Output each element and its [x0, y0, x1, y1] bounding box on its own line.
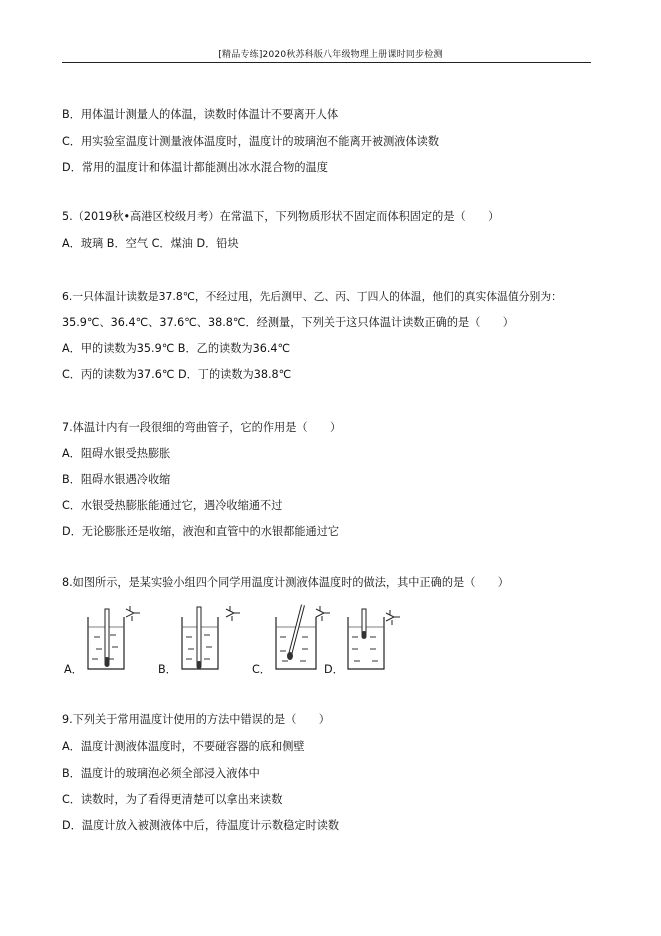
q7-stem: 7.体温计内有一段很细的弯曲管子，它的作用是（ ） — [62, 421, 342, 434]
fig-d-beaker — [342, 603, 412, 673]
fig-b-beaker — [176, 603, 246, 673]
q6-options-cd: C．丙的读数为37.6℃ D．丁的读数为38.8℃ — [62, 368, 292, 381]
q9-option-c: C．读数时，为了看得更清楚可以拿出来读数 — [62, 793, 283, 806]
fig-b-label: B． — [158, 663, 177, 676]
q4-option-d: D．常用的温度计和体温计都能测出冰水混合物的温度 — [62, 161, 328, 174]
page-header: [精品专练]2020秋苏科版八年级物理上册课时同步检测 — [218, 50, 443, 60]
q4-option-c: C．用实验室温度计测量液体温度时，温度计的玻璃泡不能离开被测液体读数 — [62, 135, 440, 148]
q7-option-c: C．水银受热膨胀能通过它，遇冷收缩通不过 — [62, 499, 283, 512]
q9-option-a: A．温度计测液体温度时，不要碰容器的底和侧壁 — [62, 740, 305, 753]
fig-a-label: A． — [64, 663, 83, 676]
q9-stem: 9.下列关于常用温度计使用的方法中错误的是（ ） — [62, 713, 330, 726]
q8-stem: 8.如图所示，是某实验小组四个同学用温度计测液体温度时的做法，其中正确的是（ ） — [62, 576, 509, 589]
q6-stem-line1: 6.一只体温计读数是37.8℃，不经过甩，先后测甲、乙、丙、丁四人的体温，他们的真实体温值分别为： — [62, 290, 562, 303]
q6-stem-line2: 35.9℃、36.4℃、37.6℃、38.8℃．经测量，下列关于这只体温计读数正确的是（ ） — [62, 316, 514, 329]
q6-options-ab: A．甲的读数为35.9℃ B．乙的读数为36.4℃ — [62, 342, 291, 355]
q9-option-d: D．温度计放入被测液体中后，待温度计示数稳定时读数 — [62, 819, 340, 832]
q8-figures — [62, 603, 462, 683]
q5-stem: 5.（2019秋•高港区校级月考）在常温下，下列物质形状不固定而体积固定的是（ ） — [62, 210, 500, 223]
q4-option-b: B．用体温计测量人的体温，读数时体温计不要离开人体 — [62, 108, 339, 121]
q7-option-d: D．无论膨胀还是收缩，液泡和直管中的水银都能通过它 — [62, 525, 340, 538]
q7-option-a: A．阻碍水银受热膨胀 — [62, 447, 171, 460]
fig-d-label: D． — [324, 663, 344, 676]
q9-option-b: B．温度计的玻璃泡必须全部浸入液体中 — [62, 767, 260, 780]
fig-c-label: C． — [252, 663, 271, 676]
header-divider — [62, 62, 591, 63]
q5-options: A．玻璃 B．空气 C．煤油 D．铅块 — [62, 237, 239, 250]
q7-option-b: B．阻碍水银遇冷收缩 — [62, 473, 171, 486]
fig-a-beaker — [82, 603, 152, 673]
